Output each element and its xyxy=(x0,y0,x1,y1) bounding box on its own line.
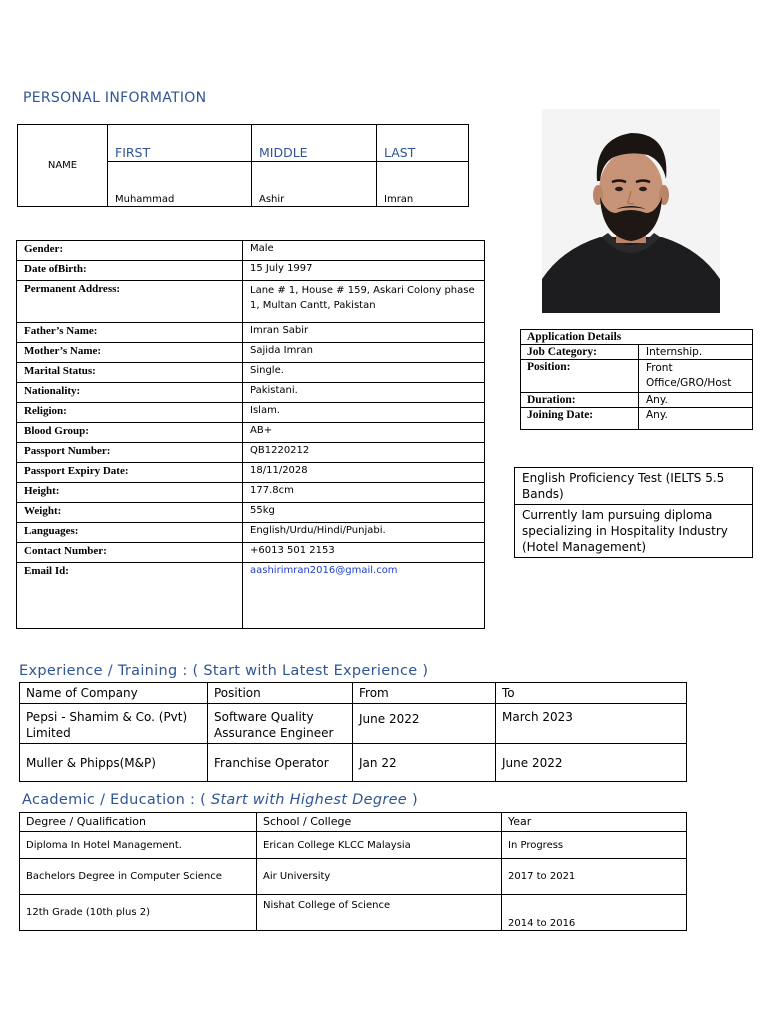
exp-cell: Pepsi - Shamim & Co. (Pvt) Limited xyxy=(20,704,208,744)
edu-cell: Air University xyxy=(257,859,502,895)
detail-value: Lane # 1, House # 159, Askari Colony phase 1, Multan Cantt, Pakistan xyxy=(243,281,485,323)
exp-cell: Jan 22 xyxy=(353,744,496,782)
email-link[interactable]: aashirimran2016@gmail.com xyxy=(243,563,485,629)
exp-cell: March 2023 xyxy=(496,704,687,744)
detail-label: Blood Group: xyxy=(17,423,243,443)
detail-label: Contact Number: xyxy=(17,543,243,563)
edu-cell: In Progress xyxy=(502,832,687,859)
education-table xyxy=(19,812,687,931)
exp-cell: Muller & Phipps(M&P) xyxy=(20,744,208,782)
profile-photo xyxy=(542,109,720,313)
personal-info-title: PERSONAL INFORMATION xyxy=(23,90,207,106)
exp-cell: June 2022 xyxy=(353,704,496,744)
detail-label: Nationality: xyxy=(17,383,243,403)
detail-value: QB1220212 xyxy=(243,443,485,463)
exp-header-to: To xyxy=(496,683,687,704)
name-table xyxy=(17,124,469,207)
detail-value: Male xyxy=(243,241,485,261)
current-study-note: Currently Iam pursuing diploma specializing in Hospitality Industry (Hotel Management) xyxy=(515,505,753,558)
detail-label: Weight: xyxy=(17,503,243,523)
exp-header-company: Name of Company xyxy=(20,683,208,704)
app-label: Position: xyxy=(521,360,639,393)
experience-title: Experience / Training : ( Start with Latest Experience ) xyxy=(19,663,429,679)
app-label: Joining Date: xyxy=(521,408,639,430)
detail-value: Sajida Imran xyxy=(243,343,485,363)
middle-name-value: Ashir xyxy=(252,162,377,207)
app-value: Front Office/GRO/Host xyxy=(639,360,753,393)
exp-cell: Franchise Operator xyxy=(208,744,353,782)
english-proficiency-table xyxy=(514,467,753,558)
detail-value: 55kg xyxy=(243,503,485,523)
detail-value: English/Urdu/Hindi/Punjabi. xyxy=(243,523,485,543)
edu-header-degree: Degree / Qualification xyxy=(20,813,257,832)
detail-value: 15 July 1997 xyxy=(243,261,485,281)
detail-value: Imran Sabir xyxy=(243,323,485,343)
personal-details-table xyxy=(16,240,485,629)
detail-label: Height: xyxy=(17,483,243,503)
app-label: Job Category: xyxy=(521,345,639,360)
edu-cell: 12th Grade (10th plus 2) xyxy=(20,895,257,931)
detail-label: Marital Status: xyxy=(17,363,243,383)
app-value: Any. xyxy=(639,393,753,408)
edu-cell: Nishat College of Science xyxy=(257,895,502,931)
english-test: English Proficiency Test (IELTS 5.5 Bands) xyxy=(515,468,753,505)
app-value: Any. xyxy=(639,408,753,430)
exp-header-from: From xyxy=(353,683,496,704)
app-label: Duration: xyxy=(521,393,639,408)
detail-value: 177.8cm xyxy=(243,483,485,503)
detail-value: Pakistani. xyxy=(243,383,485,403)
detail-label: Passport Number: xyxy=(17,443,243,463)
first-name-value: Muhammad xyxy=(108,162,252,207)
detail-label: Mother’s Name: xyxy=(17,343,243,363)
detail-value: 18/11/2028 xyxy=(243,463,485,483)
detail-label: Gender: xyxy=(17,241,243,261)
edu-header-school: School / College xyxy=(257,813,502,832)
edu-cell: 2014 to 2016 xyxy=(502,895,687,931)
edu-cell: Bachelors Degree in Computer Science xyxy=(20,859,257,895)
detail-label: Father’s Name: xyxy=(17,323,243,343)
detail-label: Permanent Address: xyxy=(17,281,243,323)
experience-table xyxy=(19,682,687,782)
last-header: LAST xyxy=(377,125,469,162)
edu-header-year: Year xyxy=(502,813,687,832)
application-details-title: Application Details xyxy=(521,330,753,345)
detail-value: Single. xyxy=(243,363,485,383)
detail-value: +6013 501 2153 xyxy=(243,543,485,563)
middle-header: MIDDLE xyxy=(252,125,377,162)
detail-label: Languages: xyxy=(17,523,243,543)
detail-value: AB+ xyxy=(243,423,485,443)
detail-value: Islam. xyxy=(243,403,485,423)
exp-cell: June 2022 xyxy=(496,744,687,782)
edu-cell: Diploma In Hotel Management. xyxy=(20,832,257,859)
last-name-value: Imran xyxy=(377,162,469,207)
edu-cell: 2017 to 2021 xyxy=(502,859,687,895)
edu-cell: Erican College KLCC Malaysia xyxy=(257,832,502,859)
detail-label: Date ofBirth: xyxy=(17,261,243,281)
education-title: Academic / Education : ( Start with Highest Degree ) xyxy=(22,792,418,808)
name-label: NAME xyxy=(18,125,108,207)
app-value: Internship. xyxy=(639,345,753,360)
detail-label: Passport Expiry Date: xyxy=(17,463,243,483)
first-header: FIRST xyxy=(108,125,252,162)
exp-header-position: Position xyxy=(208,683,353,704)
detail-label: Religion: xyxy=(17,403,243,423)
exp-cell: Software Quality Assurance Engineer xyxy=(208,704,353,744)
detail-label: Email Id: xyxy=(17,563,243,629)
portrait-illustration xyxy=(542,109,720,313)
application-details-table xyxy=(520,329,753,430)
